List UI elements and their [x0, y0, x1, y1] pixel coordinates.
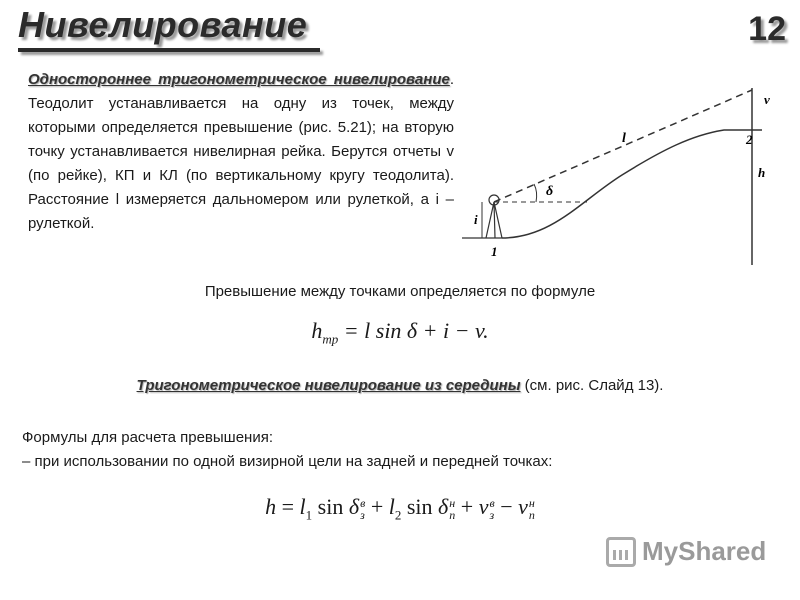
title-underline [18, 48, 320, 52]
f2-delta1-sub: з [360, 507, 365, 522]
formulas-case: – при использовании по одной визирной цели на задней и передней точках: [22, 453, 553, 470]
label-point-2: 2 [746, 132, 753, 147]
presentation-icon [606, 537, 636, 567]
intro-term: Одностороннее тригонометрическое нивелирование [28, 71, 450, 88]
middle-text: (см. рис. Слайд 13). [520, 377, 664, 394]
label-i: i [474, 212, 478, 227]
f2-l2: l [388, 494, 395, 519]
intro-paragraph [28, 68, 454, 236]
f2-sin1: sin [317, 494, 344, 519]
label-l: l [622, 131, 626, 146]
f2-delta2-sup: н [449, 495, 456, 510]
formula1-lhs-sub: тр [322, 331, 339, 347]
f2-v2-sup: н [528, 495, 535, 510]
f2-delta2-sub: п [449, 507, 456, 522]
formula-2 [0, 494, 800, 523]
f2-delta1-sup: в [360, 495, 366, 510]
formula-intro: Превышение между точками определяется по формуле [204, 283, 596, 300]
f2-minus: − [500, 494, 513, 519]
f2-delta2: δ [438, 494, 449, 519]
formula1-rhs: = l sin δ + i − v. [343, 318, 489, 343]
f2-h: h [265, 494, 277, 519]
f2-l2-sub: 2 [394, 507, 402, 523]
label-point-1: 1 [491, 244, 498, 259]
terrain-profile [502, 130, 762, 238]
slide-number: 12 [748, 10, 786, 48]
f2-v2: v [518, 494, 528, 519]
f2-plus1: + [370, 494, 384, 519]
leveling-figure [462, 80, 782, 265]
formula-1 [0, 318, 800, 347]
label-h: h [758, 165, 766, 180]
f2-v2-sub: п [528, 507, 535, 522]
slide-title: Нивелирование [18, 4, 308, 45]
formula1-lhs: h [311, 318, 323, 343]
formulas-heading: Формулы для расчета превышения: [22, 429, 274, 446]
f2-l1: l [299, 494, 306, 519]
intro-text: . Теодолит устанавливается на одну из точек, между которыми определяется превышение (рис. 5.21); на вторую точку устанавливается нивелирная рейка. Берутся отчеты v (по рейке), КП и КЛ (по вертикальному кругу теодолита). Расстояние l измеряется дальномером или рулеткой, а i – рулеткой. [28, 71, 454, 232]
label-delta: δ [546, 184, 554, 199]
f2-l1-sub: 1 [305, 507, 313, 523]
f2-eq: = [281, 494, 295, 519]
middle-method-line [0, 377, 800, 394]
f2-v1: v [478, 494, 489, 519]
f2-v1-sub: з [489, 507, 495, 522]
label-v: v [764, 92, 770, 107]
sight-line [494, 90, 752, 202]
watermark-text: MyShared [642, 536, 767, 566]
watermark-logo [606, 536, 766, 567]
f2-v1-sup: в [489, 495, 495, 510]
f2-sin2: sin [406, 494, 433, 519]
f2-delta1: δ [348, 494, 360, 519]
f2-plus2: + [460, 494, 474, 519]
angle-arc [534, 184, 537, 202]
middle-term: Тригонометрическое нивелирование из середины [136, 377, 521, 394]
